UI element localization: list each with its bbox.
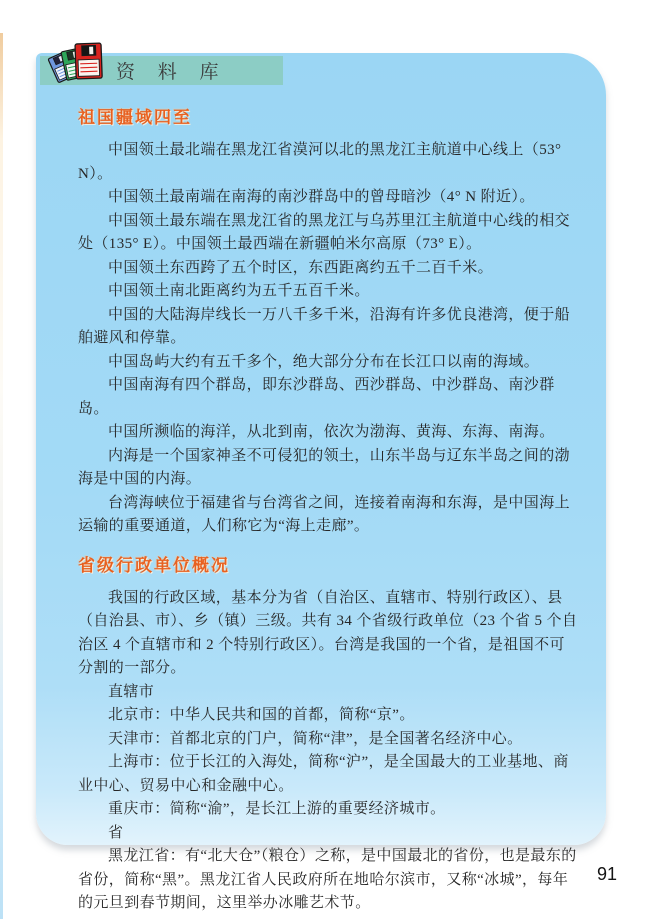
reference-box-content	[36, 53, 606, 916]
paragraph: 天津市：首都北京的门户，简称“津”，是全国著名经济中心。	[108, 730, 523, 747]
paragraph: 中国领土南北距离约为五千五百千米。	[108, 283, 370, 299]
paragraph: 中国的大陆海岸线长一万八千多千米，沿海有许多优良港湾，便于船舶避风和停靠。	[78, 306, 571, 346]
page-title: 资 料 库	[116, 62, 228, 83]
paragraph: 中国岛屿大约有五千多个，绝大部分分布在长江口以南的海域。	[108, 353, 540, 370]
section-provincial-admin	[78, 555, 580, 916]
reference-box	[36, 53, 606, 911]
paragraph: 北京市：中华人民共和国的首都，简称“京”。	[108, 707, 415, 723]
paragraph: 中国领土最北端在黑龙江省漠河以北的黑龙江主航道中心线上（53° N）。	[78, 142, 562, 182]
floppy-disks-icon	[42, 42, 108, 102]
paragraph: 直辖市	[108, 683, 155, 700]
page-edge-strip	[0, 33, 3, 919]
section-heading-territory: 祖国疆域四至	[78, 108, 192, 127]
paragraph: 中国所濒临的海洋，从北到南，依次为渤海、黄海、东海、南海。	[108, 424, 555, 440]
paragraph: 内海是一个国家神圣不可侵犯的领土，山东半岛与辽东半岛之间的渤海是中国的内海。	[78, 447, 571, 487]
paragraph: 我国的行政区域，基本分为省（自治区、直辖市、特别行政区）、县（自治县、市）、乡（镇）三级。共有 34 个省级行政单位（23 个省 5 个自治区 4 个直辖市和 2 个特别行政区）。台湾是我国的一个省，是祖国不可分割的一部分。	[78, 589, 578, 676]
paragraph: 重庆市：简称“渝”，是长江上游的重要经济城市。	[108, 801, 446, 817]
paragraph: 中国领土东西跨了五个时区，东西距离约五千二百千米。	[108, 259, 494, 276]
paragraph: 省	[108, 824, 124, 841]
paragraph: 中国领土最东端在黑龙江省的黑龙江与乌苏里江主航道中心线的相交处（135° E）。中国领土最西端在新疆帕米尔高原（73° E）。	[78, 212, 571, 252]
paragraph: 上海市：位于长江的入海处，简称“沪”，是全国最大的工业基地、商业中心、贸易中心和金融中心。	[78, 754, 569, 794]
paragraph: 中国领土最南端在南海的南沙群岛中的曾母暗沙（4° N 附近）。	[108, 189, 535, 205]
paragraph: 台湾海峡位于福建省与台湾省之间，连接着南海和东海，是中国海上运输的重要通道，人们称它为“海上走廊”。	[78, 494, 571, 534]
section-national-territory	[78, 107, 580, 539]
section-heading-admin: 省级行政单位概况	[78, 555, 230, 575]
page-number: 91	[596, 864, 617, 884]
paragraph: 黑龙江省：有“北大仓”（粮仓）之称，是中国最北的省份，也是最东的省份，简称“黑”。黑龙江省人民政府所在地哈尔滨市，又称“冰城”，每年的元旦到春节期间，这里举办冰雕艺术节。	[78, 848, 577, 911]
paragraph: 中国南海有四个群岛，即东沙群岛、西沙群岛、中沙群岛、南沙群岛。	[78, 377, 555, 417]
